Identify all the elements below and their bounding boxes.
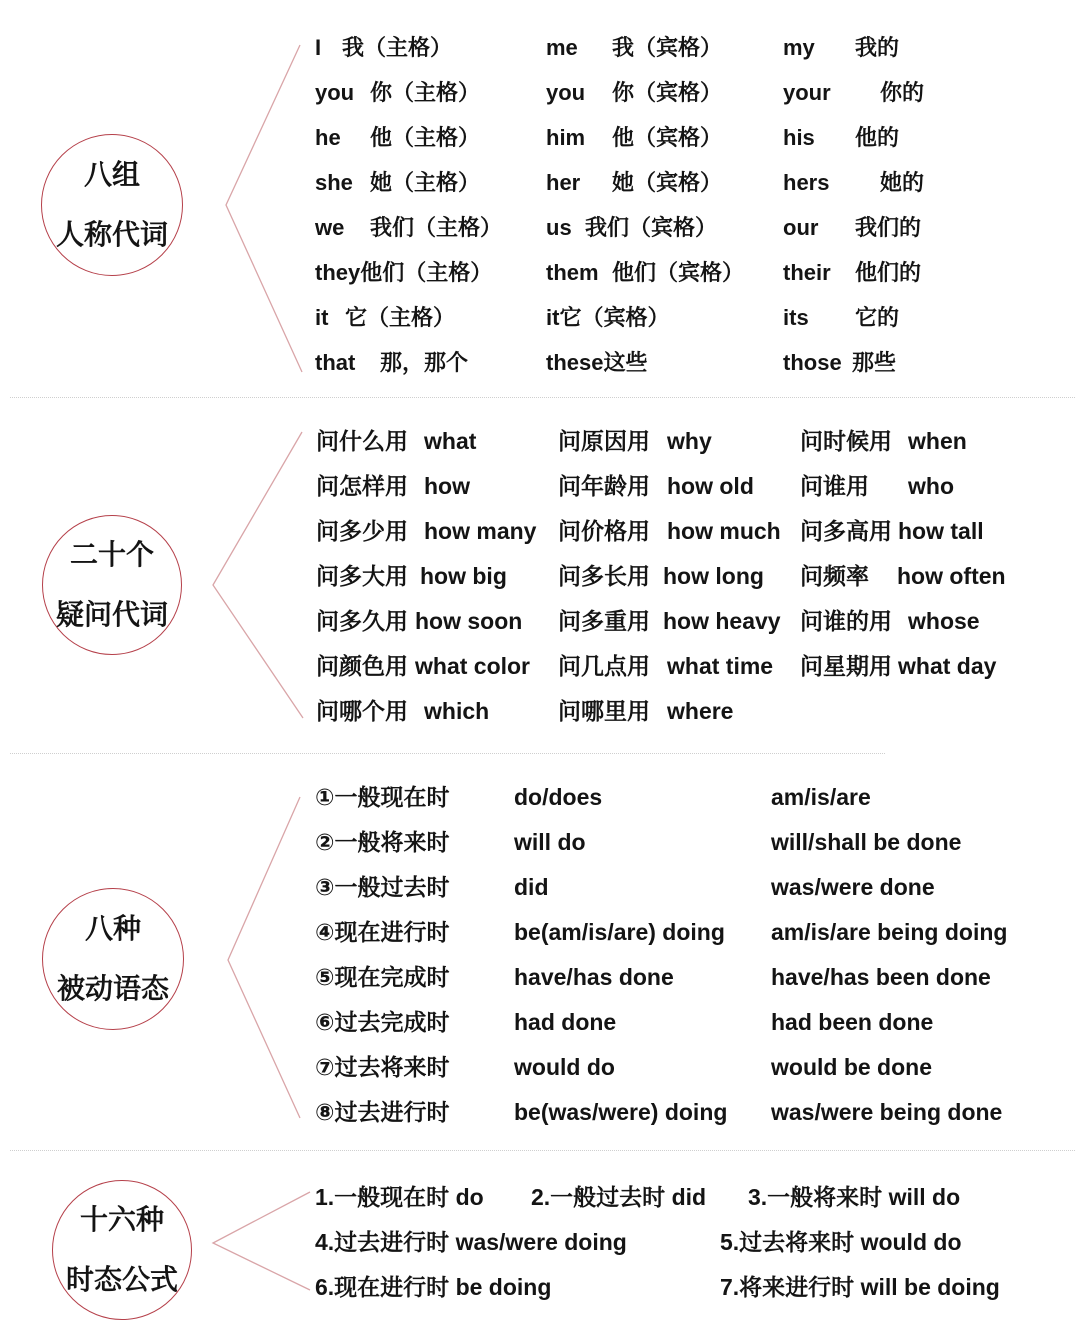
tense-name: ②一般将来时 [315, 828, 450, 855]
tense-formula-item: 5.过去将来时 would do [720, 1228, 962, 1255]
object-pronoun-english: these [546, 350, 604, 376]
question-word-cell [316, 554, 507, 599]
question-word-cell [800, 419, 967, 464]
question-word-english: how much [667, 517, 781, 544]
tense-formula-item: 4.过去进行时 was/were doing [315, 1228, 627, 1255]
active-form: will do [514, 828, 586, 855]
tense-formula-item: 3.一般将来时 will do [748, 1183, 961, 1210]
subject-pronoun-english: he [315, 124, 341, 150]
possessive-pronoun-cell [783, 250, 921, 295]
circle-title-line: 人称代词 [55, 219, 168, 250]
passive-form: had been done [771, 1008, 934, 1035]
question-usage-chinese: 问哪里用 [558, 698, 650, 725]
question-usage-chinese: 问星期用 [800, 653, 892, 680]
active-form: be(was/were) doing [514, 1098, 728, 1125]
subject-pronoun-english: I [315, 34, 322, 60]
object-pronoun-chinese: 他们（宾格） [612, 260, 745, 286]
subject-pronoun-chinese: 我们（主格） [370, 215, 503, 241]
subject-pronoun-cell [315, 340, 468, 385]
question-usage-chinese: 问哪个用 [316, 698, 408, 725]
possessive-pronoun-english: hers [783, 169, 830, 195]
subject-pronoun-chinese: 那，那个 [380, 350, 469, 376]
object-pronoun-cell [546, 250, 744, 295]
circle-title-line: 被动语态 [56, 973, 169, 1004]
question-words-bracket [213, 432, 303, 718]
circle-title-line: 二十个 [69, 539, 154, 570]
subject-pronoun-english: that [315, 350, 356, 376]
question-word-english: which [424, 698, 490, 725]
question-usage-chinese: 问怎样用 [316, 472, 408, 499]
question-usage-chinese: 问原因用 [558, 427, 650, 454]
section-divider [10, 753, 885, 754]
tense-formula-item: 2.一般过去时 did [531, 1183, 707, 1210]
subject-pronoun-english: we [315, 215, 345, 241]
possessive-pronoun-cell [783, 340, 896, 385]
object-pronoun-english: them [546, 260, 599, 286]
active-form: have/has done [514, 963, 674, 990]
question-word-english: when [908, 427, 967, 454]
question-word-english: how big [420, 562, 507, 589]
question-usage-chinese: 问多长用 [558, 562, 650, 589]
question-word-cell [316, 509, 536, 554]
subject-pronoun-english: you [315, 79, 355, 105]
question-word-english: how heavy [663, 608, 781, 635]
subject-pronoun-english: it [315, 305, 329, 331]
subject-pronoun-cell [315, 205, 502, 250]
possessive-pronoun-cell [783, 70, 924, 115]
tense-formulas-bracket [213, 1192, 310, 1290]
question-word-cell [558, 689, 733, 734]
question-word-english: what [424, 427, 477, 454]
passive-form: was/were being done [771, 1098, 1003, 1125]
tense-formula-item: 6.现在进行时 be doing [315, 1273, 552, 1300]
subject-pronoun-chinese: 他（主格） [370, 124, 481, 150]
possessive-pronoun-cell [783, 295, 899, 340]
object-pronoun-cell [546, 25, 722, 70]
question-word-english: why [667, 427, 712, 454]
subject-pronoun-chinese: 它（主格） [345, 305, 456, 331]
question-word-english: where [667, 698, 734, 725]
question-word-cell [316, 464, 470, 509]
object-pronoun-english: her [546, 169, 581, 195]
passive-form: was/were done [771, 873, 935, 900]
question-word-english: how [424, 472, 470, 499]
question-usage-chinese: 问几点用 [558, 653, 650, 680]
possessive-pronoun-chinese: 他们的 [855, 260, 922, 286]
circle-title-line: 疑问代词 [55, 599, 168, 630]
possessive-pronoun-chinese: 那些 [852, 350, 897, 376]
passive-form: would be done [771, 1053, 932, 1080]
possessive-pronoun-cell [783, 115, 899, 160]
personal-pronouns-circle [41, 134, 183, 276]
object-pronoun-english: him [546, 124, 586, 150]
question-usage-chinese: 问多少用 [316, 517, 408, 544]
object-pronoun-chinese: 我（宾格） [612, 34, 723, 60]
question-word-english: how many [424, 517, 537, 544]
possessive-pronoun-chinese: 我的 [855, 34, 900, 60]
active-form: would do [514, 1053, 615, 1080]
tense-name: ⑥过去完成时 [315, 1008, 450, 1035]
object-pronoun-chinese: 你（宾格） [612, 79, 723, 105]
question-word-cell [558, 599, 781, 644]
active-form: did [514, 873, 549, 900]
tense-name: ①一般现在时 [315, 783, 450, 810]
question-usage-chinese: 问年龄用 [558, 472, 650, 499]
question-usage-chinese: 问多大用 [316, 562, 408, 589]
tense-name: ⑤现在完成时 [315, 963, 450, 990]
subject-pronoun-chinese: 我（主格） [342, 34, 453, 60]
question-word-cell [558, 644, 773, 689]
possessive-pronoun-cell [783, 160, 924, 205]
question-word-cell [800, 644, 996, 689]
subject-pronoun-chinese: 他们（主格） [360, 260, 493, 286]
circle-title-line: 八组 [83, 159, 140, 190]
circle-title-line: 八种 [84, 913, 141, 944]
possessive-pronoun-english: those [783, 350, 842, 376]
possessive-pronoun-english: my [783, 34, 815, 60]
question-word-english: how tall [898, 517, 984, 544]
active-form: had done [514, 1008, 617, 1035]
possessive-pronoun-english: its [783, 305, 809, 331]
question-word-english: how often [897, 562, 1006, 589]
question-usage-chinese: 问多高用 [800, 517, 892, 544]
subject-pronoun-chinese: 她（主格） [370, 169, 481, 195]
object-pronoun-cell [546, 295, 669, 340]
object-pronoun-chinese: 她（宾格） [612, 169, 723, 195]
passive-form: am/is/are [771, 783, 871, 810]
object-pronoun-english: us [546, 215, 572, 241]
question-word-english: what time [667, 653, 774, 680]
tense-formula-item: 1.一般现在时 do [315, 1183, 484, 1210]
passive-form: will/shall be done [771, 828, 962, 855]
question-word-english: how soon [415, 608, 523, 635]
question-usage-chinese: 问颜色用 [316, 653, 408, 680]
section-divider [10, 397, 1075, 398]
possessive-pronoun-english: our [783, 215, 819, 241]
object-pronoun-cell [546, 340, 648, 385]
possessive-pronoun-chinese: 她的 [880, 169, 925, 195]
active-form: be(am/is/are) doing [514, 918, 725, 945]
section-divider [10, 1150, 1075, 1151]
subject-pronoun-cell [315, 70, 480, 115]
tense-formula-item: 7.将来进行时 will be doing [720, 1273, 1000, 1300]
object-pronoun-cell [546, 160, 722, 205]
question-usage-chinese: 问谁用 [800, 472, 869, 499]
circle-title-line: 时态公式 [65, 1264, 178, 1295]
subject-pronoun-chinese: 你（主格） [370, 79, 481, 105]
question-usage-chinese: 问多久用 [316, 608, 408, 635]
question-word-cell [316, 644, 530, 689]
possessive-pronoun-cell [783, 205, 921, 250]
question-usage-chinese: 问谁的用 [800, 608, 892, 635]
possessive-pronoun-chinese: 它的 [855, 305, 900, 331]
question-usage-chinese: 问什么用 [316, 427, 408, 454]
question-word-english: how long [663, 562, 764, 589]
object-pronoun-english: it [546, 305, 560, 331]
passive-voice-bracket [228, 797, 300, 1118]
tense-name: ⑦过去将来时 [315, 1053, 450, 1080]
question-word-cell [316, 599, 522, 644]
subject-pronoun-cell [315, 295, 455, 340]
tense-name: ④现在进行时 [315, 918, 450, 945]
circle-title-line: 十六种 [79, 1204, 164, 1235]
tense-name: ③一般过去时 [315, 873, 450, 900]
tense-name: ⑧过去进行时 [315, 1098, 450, 1125]
object-pronoun-english: you [546, 79, 586, 105]
subject-pronoun-english: they [315, 260, 361, 286]
question-word-cell [316, 419, 476, 464]
question-word-english: who [908, 472, 954, 499]
object-pronoun-chinese: 这些 [603, 350, 648, 376]
subject-pronoun-cell [315, 25, 452, 70]
question-usage-chinese: 问多重用 [558, 608, 650, 635]
passive-form: am/is/are being doing [771, 918, 1008, 945]
question-word-english: whose [908, 608, 980, 635]
question-words-circle [42, 515, 182, 655]
passive-voice-circle [42, 888, 184, 1030]
possessive-pronoun-english: his [783, 124, 815, 150]
object-pronoun-cell [546, 70, 722, 115]
possessive-pronoun-cell [783, 25, 899, 70]
question-word-cell [558, 509, 781, 554]
tense-formulas-circle [52, 1180, 192, 1320]
question-usage-chinese: 问时候用 [800, 427, 892, 454]
subject-pronoun-cell [315, 115, 480, 160]
possessive-pronoun-chinese: 他的 [855, 124, 900, 150]
question-word-cell [316, 689, 489, 734]
object-pronoun-cell [546, 115, 722, 160]
question-word-cell [558, 554, 764, 599]
question-word-cell [558, 464, 754, 509]
question-word-english: what color [415, 653, 531, 680]
subject-pronoun-english: she [315, 169, 353, 195]
possessive-pronoun-english: their [783, 260, 831, 286]
question-word-cell [800, 554, 1006, 599]
question-word-english: what day [898, 653, 997, 680]
question-word-cell [800, 509, 984, 554]
possessive-pronoun-chinese: 我们的 [855, 215, 922, 241]
possessive-pronoun-english: your [783, 79, 831, 105]
object-pronoun-english: me [546, 34, 578, 60]
question-word-english: how old [667, 472, 754, 499]
passive-form: have/has been done [771, 963, 991, 990]
question-word-cell [800, 599, 980, 644]
active-form: do/does [514, 783, 603, 810]
question-word-cell [800, 464, 954, 509]
question-usage-chinese: 问频率 [800, 562, 869, 589]
object-pronoun-chinese: 他（宾格） [612, 124, 723, 150]
question-word-cell [558, 419, 712, 464]
object-pronoun-chinese: 我们（宾格） [585, 215, 718, 241]
object-pronoun-cell [546, 205, 717, 250]
personal-pronouns-bracket [226, 45, 302, 372]
subject-pronoun-cell [315, 160, 480, 205]
object-pronoun-chinese: 它（宾格） [559, 305, 670, 331]
subject-pronoun-cell [315, 250, 492, 295]
possessive-pronoun-chinese: 你的 [880, 79, 925, 105]
question-usage-chinese: 问价格用 [558, 517, 650, 544]
